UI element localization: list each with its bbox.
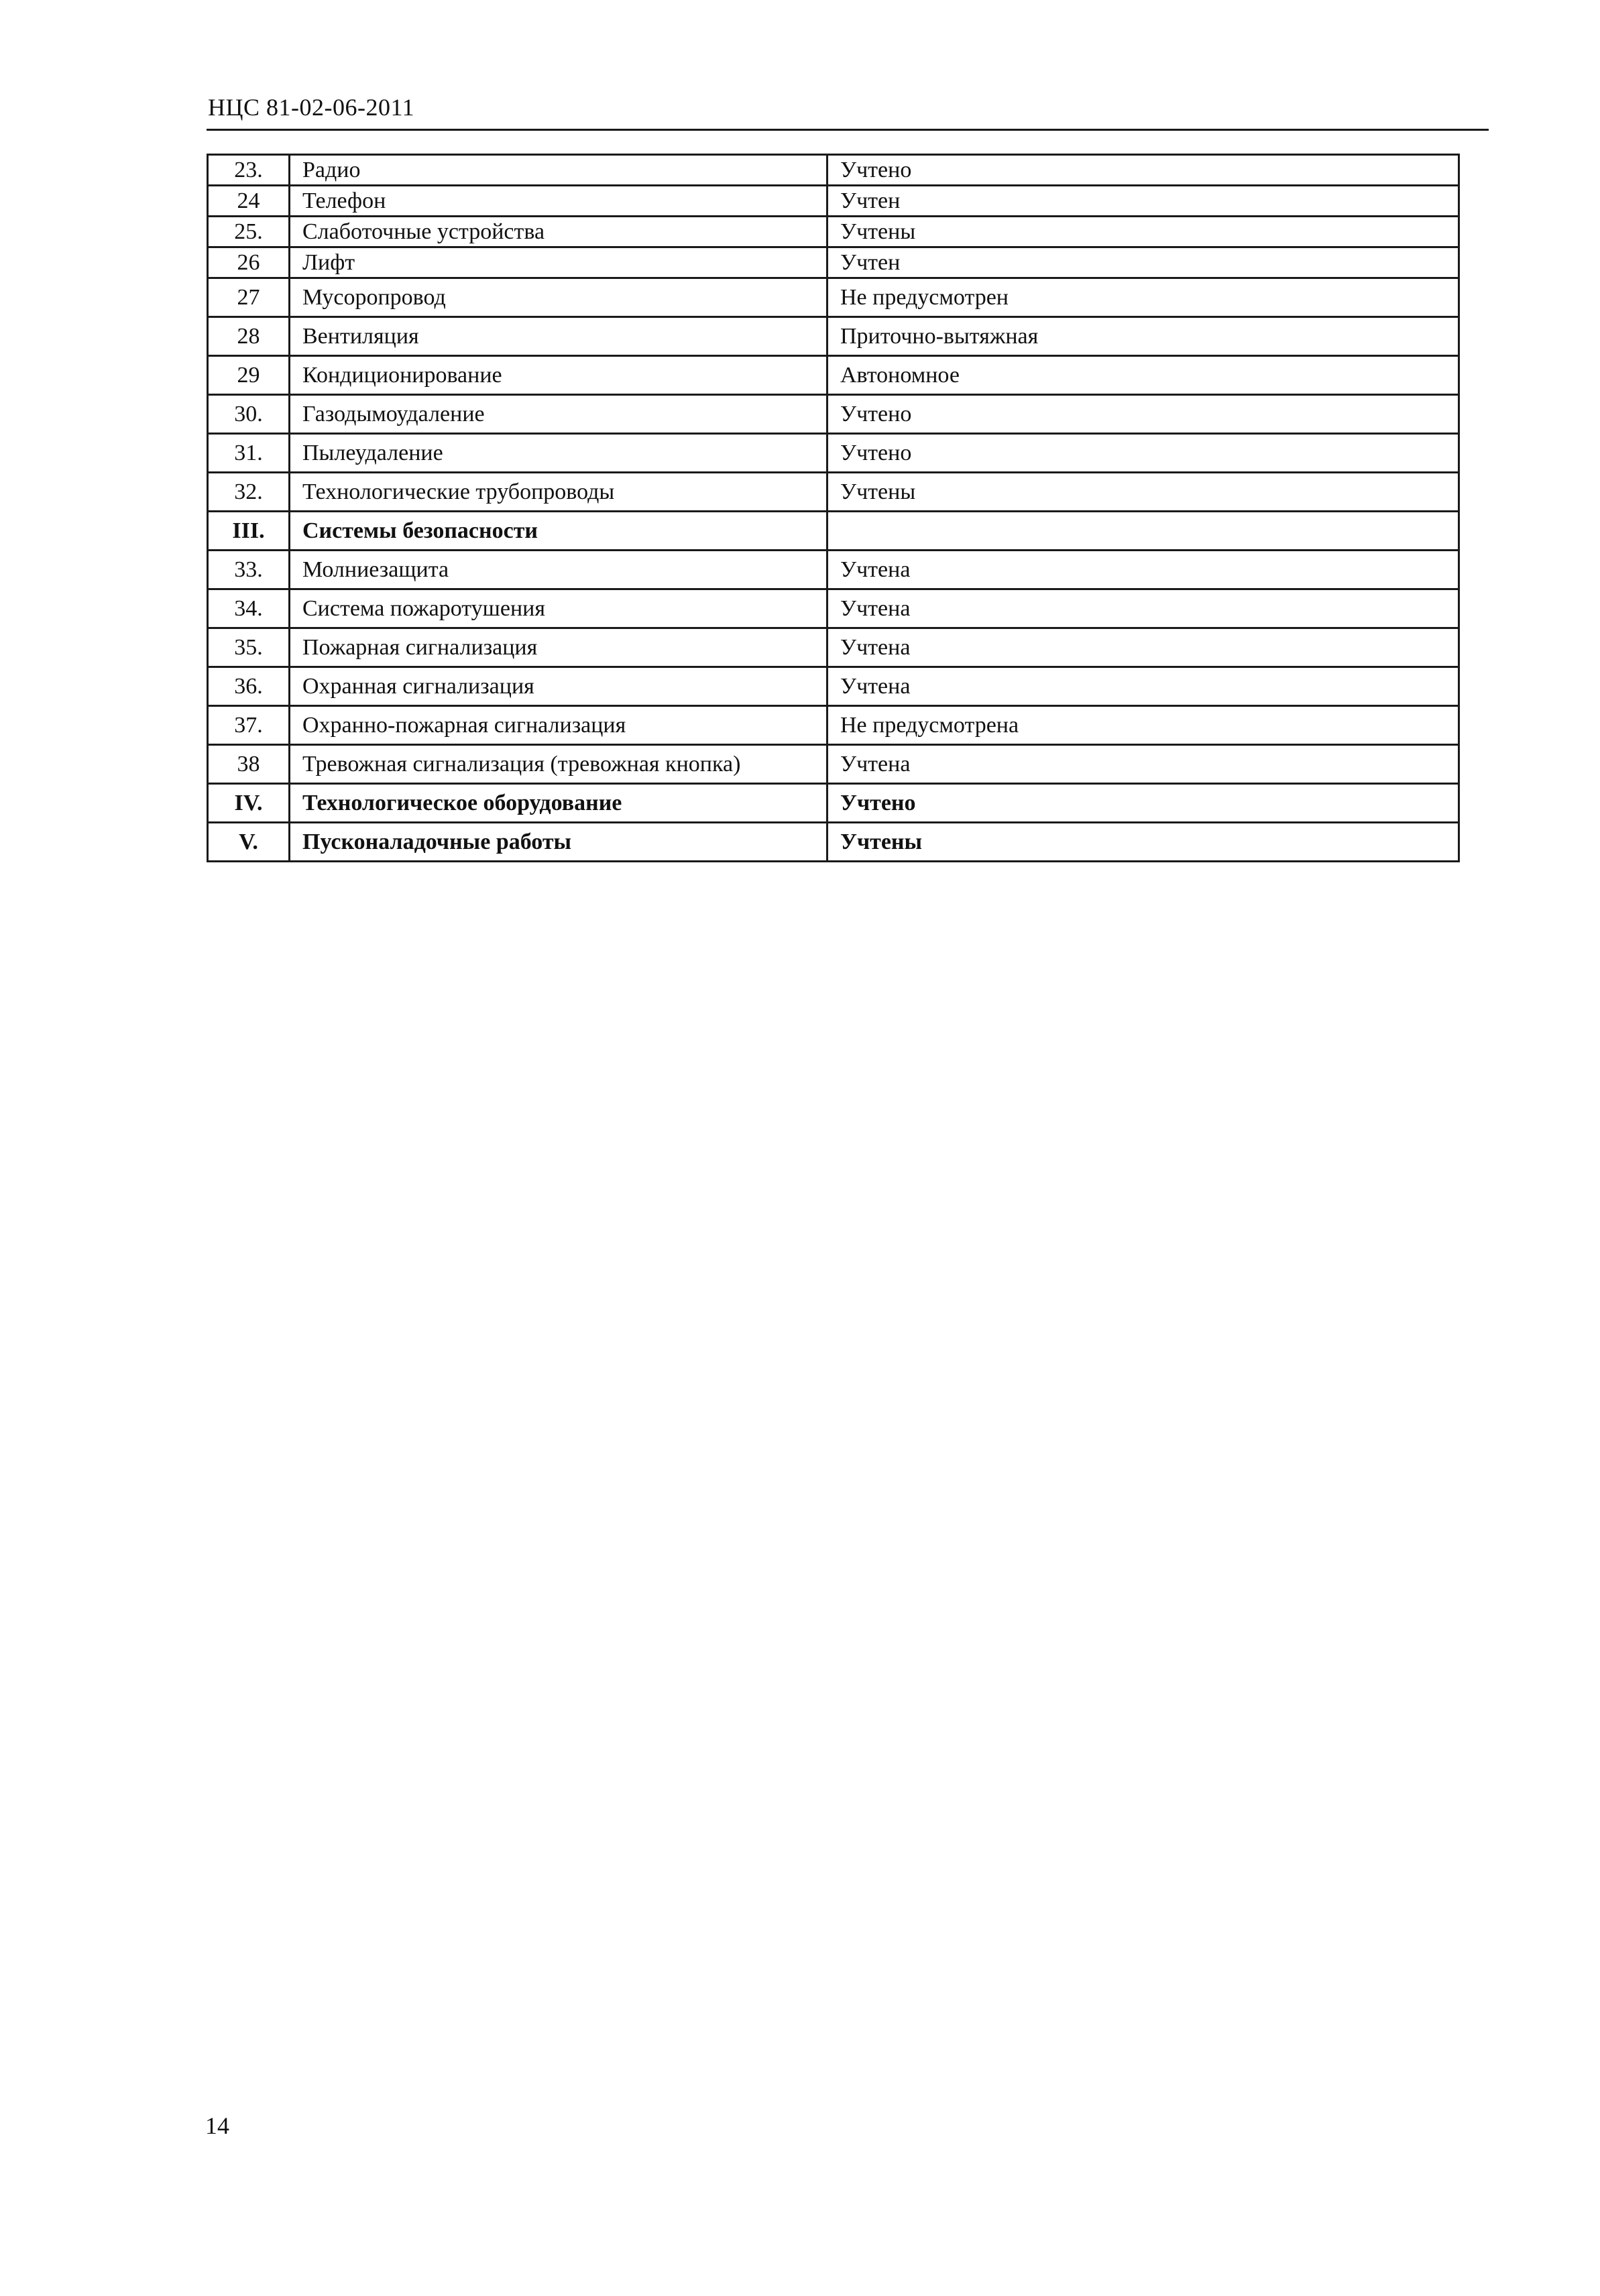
row-number: 29 bbox=[208, 356, 290, 395]
row-name: Технологические трубопроводы bbox=[290, 473, 827, 512]
row-number: 24 bbox=[208, 186, 290, 217]
row-value: Учтена bbox=[827, 628, 1459, 667]
row-name: Тревожная сигнализация (тревожная кнопка) bbox=[290, 745, 827, 784]
row-number: 28 bbox=[208, 317, 290, 356]
row-number: V. bbox=[208, 823, 290, 862]
page-number: 14 bbox=[205, 2112, 229, 2139]
row-number: 33. bbox=[208, 551, 290, 589]
page-header bbox=[207, 93, 1489, 131]
row-value: Учтено bbox=[827, 395, 1459, 434]
table-row bbox=[208, 356, 1459, 395]
row-name: Слаботочные устройства bbox=[290, 217, 827, 247]
section-row bbox=[208, 784, 1459, 823]
row-name: Вентиляция bbox=[290, 317, 827, 356]
row-number: III. bbox=[208, 512, 290, 551]
row-number: 36. bbox=[208, 667, 290, 706]
row-name: Телефон bbox=[290, 186, 827, 217]
row-name: Системы безопасности bbox=[290, 512, 827, 551]
row-value: Учтены bbox=[827, 217, 1459, 247]
row-value: Учтена bbox=[827, 551, 1459, 589]
row-number: 37. bbox=[208, 706, 290, 745]
row-name: Лифт bbox=[290, 247, 827, 278]
row-name: Система пожаротушения bbox=[290, 589, 827, 628]
table-row bbox=[208, 589, 1459, 628]
row-value: Учтены bbox=[827, 473, 1459, 512]
document-code: НЦС 81-02-06-2011 bbox=[208, 94, 415, 121]
table-row bbox=[208, 745, 1459, 784]
row-name: Пусконаладочные работы bbox=[290, 823, 827, 862]
table-row bbox=[208, 434, 1459, 473]
row-name: Радио bbox=[290, 155, 827, 186]
table-row bbox=[208, 247, 1459, 278]
row-name: Пожарная сигнализация bbox=[290, 628, 827, 667]
table-row bbox=[208, 155, 1459, 186]
table-row bbox=[208, 395, 1459, 434]
row-number: 31. bbox=[208, 434, 290, 473]
row-value: Учтен bbox=[827, 247, 1459, 278]
row-number: 25. bbox=[208, 217, 290, 247]
row-value: Учтена bbox=[827, 667, 1459, 706]
row-name: Охранно-пожарная сигнализация bbox=[290, 706, 827, 745]
row-number: IV. bbox=[208, 784, 290, 823]
row-name: Охранная сигнализация bbox=[290, 667, 827, 706]
row-value bbox=[827, 512, 1459, 551]
row-number: 32. bbox=[208, 473, 290, 512]
row-name: Мусоропровод bbox=[290, 278, 827, 317]
row-name: Молниезащита bbox=[290, 551, 827, 589]
row-number: 34. bbox=[208, 589, 290, 628]
row-number: 35. bbox=[208, 628, 290, 667]
row-value: Автономное bbox=[827, 356, 1459, 395]
table-row bbox=[208, 473, 1459, 512]
row-value: Учтено bbox=[827, 155, 1459, 186]
row-name: Технологическое оборудование bbox=[290, 784, 827, 823]
table-row bbox=[208, 278, 1459, 317]
table-row bbox=[208, 628, 1459, 667]
table-body bbox=[208, 155, 1459, 862]
section-row bbox=[208, 512, 1459, 551]
row-value: Учтена bbox=[827, 745, 1459, 784]
row-number: 30. bbox=[208, 395, 290, 434]
row-value: Учтено bbox=[827, 784, 1459, 823]
row-name: Газодымоудаление bbox=[290, 395, 827, 434]
table-row bbox=[208, 217, 1459, 247]
row-value: Не предусмотрена bbox=[827, 706, 1459, 745]
row-value: Учтена bbox=[827, 589, 1459, 628]
table-row bbox=[208, 551, 1459, 589]
row-number: 38 bbox=[208, 745, 290, 784]
row-name: Пылеудаление bbox=[290, 434, 827, 473]
specification-table bbox=[207, 154, 1460, 862]
table-row bbox=[208, 186, 1459, 217]
row-value: Учтен bbox=[827, 186, 1459, 217]
row-value: Учтено bbox=[827, 434, 1459, 473]
row-name: Кондиционирование bbox=[290, 356, 827, 395]
row-value: Приточно-вытяжная bbox=[827, 317, 1459, 356]
row-value: Учтены bbox=[827, 823, 1459, 862]
row-number: 27 bbox=[208, 278, 290, 317]
row-number: 23. bbox=[208, 155, 290, 186]
row-value: Не предусмотрен bbox=[827, 278, 1459, 317]
table-row bbox=[208, 317, 1459, 356]
section-row bbox=[208, 823, 1459, 862]
table-row bbox=[208, 706, 1459, 745]
table-row bbox=[208, 667, 1459, 706]
row-number: 26 bbox=[208, 247, 290, 278]
